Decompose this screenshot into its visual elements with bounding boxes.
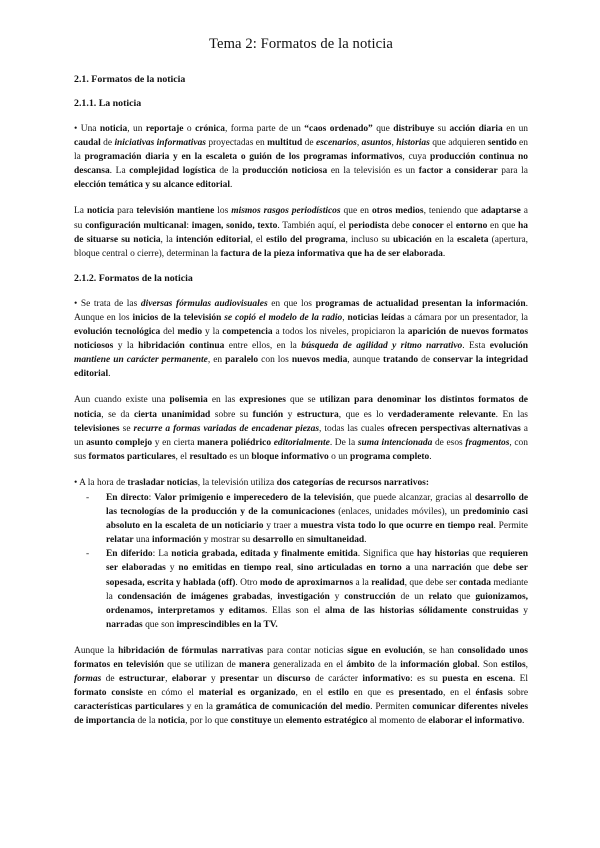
emphasis-text: narradas [106,619,143,630]
emphasis-text: guionizamos, ordenamos, interpretamos y editamos [106,591,529,616]
emphasis-text: consolidado unos formatos en televisión [74,645,528,670]
emphasis-text: ofrecen perspectivas alternativas [387,423,521,434]
emphasis-text: elaborar el informativo [428,716,523,727]
emphasis-text: aparición de nuevos formatos noticiosos [74,327,528,352]
emphasis-text: Valor primigenio e imperecedero de la televisión [154,492,352,503]
emphasis-text: escenarios [315,138,357,149]
emphasis-text: nuevos media [291,355,348,366]
emphasis-text: polisemia [169,395,208,406]
emphasis-text: comunicar diferentes niveles de importancia [74,702,528,727]
emphasis-text: noticia grabada, editada y finalmente emitida [171,549,358,560]
emphasis-text: programas de actualidad presentan la información [315,298,526,309]
emphasis-text: simultaneidad [307,535,365,546]
paragraph-television-news: La noticia para televisión mantiene los mismos rasgos periodísticos que en otros medios, teniendo que adaptarse a su configuración multicanal: imagen, sonido, texto. También aquí, el periodista debe conocer el entorno en que ha de situarse su noticia, la intención editorial, el estilo del programa, incluso su ubicación en la escaleta (apertura, bloque central o cierre), determinan la factura de la pieza informativa que ha de ser elaborada. [74,206,529,259]
emphasis-text: discurso [276,674,311,685]
emphasis-text: En diferido [106,549,153,560]
emphasis-text: factor a considerar [418,166,498,177]
emphasis-text: verdaderamente relevante [388,409,496,420]
emphasis-text: En directo [106,492,149,503]
paragraph-hybridization: Aunque la hibridación de fórmulas narrativas para contar noticias sigue en evolución, se han consolidado unos formatos en televisión que se utilizan de manera generalizada en el ámbito de la información global. Son estilos, formas de estructurar, elaborar y presentar un discurso de carácter informativo: es su puesta en escena. El formato consiste en cómo el material es organizado, en el estilo en que es presentado, en el énfasis sobre características particulares y en la gramática de comunicación del medio. Permiten comunicar diferentes niveles de importancia de la noticia, por lo que constituye un elemento estratégico al momento de elaborar el informativo. [74,645,529,727]
emphasis-text: conocer [412,220,444,231]
emphasis-text: recurre a formas variadas de encadenar piezas [133,423,319,434]
emphasis-text: diversas fórmulas audiovisuales [140,298,268,309]
emphasis-text: televisiones [74,423,120,434]
emphasis-text: construcción [344,591,396,602]
emphasis-text: configuración multicanal [85,220,187,231]
emphasis-text: búsqueda de agilidad y ritmo narrativo [301,341,463,352]
emphasis-text: cierta unanimidad [133,409,211,420]
paragraph-formats: • Se trata de las diversas fórmulas audiovisuales en que los programas de actualidad presentan la información. Aunque en los inicios de la televisión se copió el modelo de la radio, noticias leídas a cámara por un presentador, la evolución tecnológica del medio y la competencia a todos los niveles, propiciaron la aparición de nuevos formatos noticiosos y la hibridación continua entre ellos, en la búsqueda de agilidad y ritmo narrativo. Esta evolución mantiene un carácter permanente, en paralelo con los nuevos media, aunque tratando de conservar la integridad editorial. [74,298,528,380]
emphasis-text: acción diaria [449,124,503,134]
emphasis-text: ha de situarse su noticia [74,220,528,245]
emphasis-text: mismos rasgos periodísticos [231,206,341,217]
emphasis-text: caudal [74,138,101,149]
emphasis-text: énfasis [475,688,503,699]
emphasis-text: muestra vista todo lo que ocurre en tiempo real [300,521,494,532]
emphasis-text: alma de las historias sólidamente construidas [325,605,519,616]
emphasis-text: estilo [327,688,349,699]
emphasis-text: medio [177,327,203,338]
emphasis-text: adaptarse [480,206,521,217]
emphasis-text: elección temática y su alcance editorial [74,180,230,191]
emphasis-text: iniciativas informativas [114,138,206,149]
emphasis-text: es organizado [237,688,296,699]
emphasis-text: producción noticiosa [242,166,328,177]
emphasis-text: noticias leídas [347,312,405,323]
emphasis-text: sentido [487,138,517,149]
emphasis-text: estructurar [119,674,166,685]
emphasis-text: otros medios [372,206,424,217]
emphasis-text: programa completo [350,451,430,462]
emphasis-text: competencia [222,327,273,338]
narrative-resources-list [74,491,528,632]
emphasis-text: noticia [157,716,186,727]
emphasis-text: trasladar noticias [127,477,198,488]
emphasis-text: imagen, sonido, texto [191,220,278,231]
emphasis-text: características particulares [74,702,184,713]
emphasis-text: periodista [348,220,389,231]
paragraph-polysemy: Aun cuando existe una polisemia en las expresiones que se utilizan para denominar los distintos formatos de noticia, se da cierta unanimidad sobre su función y estructura, que es lo verdaderamente relevante. En las televisiones se recurre a formas variadas de encadenar piezas, todas las cuales ofrecen perspectivas alternativas a un asunto complejo y en cierta manera poliédrico editorialmente. De la suma intencionada de esos fragmentos, con sus formatos particulares, el resultado es un bloque informativo o un programa completo. [74,395,528,462]
emphasis-text: hibridación de fórmulas narrativas [118,645,264,656]
emphasis-text: relatar [106,535,134,546]
emphasis-text: ubicación [393,234,432,245]
emphasis-text: predominio casi absoluto en la escaleta de un noticiario [106,507,528,532]
emphasis-text: formas [74,674,102,685]
document-title: Tema 2: Formatos de la noticia [209,36,393,52]
emphasis-text: debe ser sopesada, escrita y hablada (off) [106,563,528,588]
emphasis-text: evolución tecnológica [74,327,161,338]
emphasis-text: “caos ordenado” [304,124,373,134]
emphasis-text: producción continua no descansa [74,152,528,177]
emphasis-text: constituye [230,716,272,727]
emphasis-text: sigue en evolución [347,645,423,656]
emphasis-text: dos categorías de recursos narrativos: [276,477,429,488]
emphasis-text: ámbito [346,660,375,670]
emphasis-text: noticia [86,206,115,217]
emphasis-text: manera poliédrico [197,437,272,448]
emphasis-text: imprescindibles en la TV. [176,619,278,630]
emphasis-text: programación diaria y en la escaleta o guión de los programas informativos [84,152,403,163]
paragraph-narrative-resources: • A la hora de trasladar noticias, la televisión utiliza dos categorías de recursos narrativos: [74,477,429,488]
emphasis-text: fragmentos [465,437,510,448]
emphasis-text: información global [400,660,478,670]
emphasis-text: se copió el modelo de la radio [224,312,343,323]
emphasis-text: requieren ser elaboradas [106,549,528,574]
emphasis-text: inicios de la televisión [132,312,222,323]
emphasis-text: contada [459,577,492,588]
emphasis-text: entorno [455,220,488,231]
emphasis-text: no emitidas en tiempo real [178,563,291,574]
emphasis-text: escaleta [457,234,489,245]
emphasis-text: formato [74,688,107,699]
emphasis-text: reportaje [145,124,184,134]
emphasis-text: expresiones [239,395,286,406]
emphasis-text: puesta en escena [442,674,513,685]
emphasis-text: crónica [195,124,225,134]
emphasis-text: historias [396,138,430,149]
emphasis-text: desarrollo [252,535,294,546]
emphasis-text: asuntos [361,138,392,149]
emphasis-text: mantiene un carácter permanente [74,355,208,366]
emphasis-text: sino articuladas en torno a [297,563,411,574]
emphasis-text: intención editorial [176,234,251,245]
emphasis-text: complejidad logística [129,166,216,177]
emphasis-text: presentar [220,674,259,685]
emphasis-text: asunto complejo [86,437,153,448]
list-item-en-diferido: - En diferido: La noticia grabada, editada y finalmente emitida. Significa que hay historias que requieren ser elaboradas y no emitidas en tiempo real, sino articuladas en torno a una narración que debe ser sopesada, escrita y hablada (off). Otro modo de aproximarnos a la realidad, que debe ser contada mediante la condensación de imágenes grabadas, investigación y construcción de un relato que guionizamos, ordenamos, interpretamos y editamos. Ellas son el alma de las historias sólidamente construidas y narradas que son imprescindibles en la TV. [106,547,528,632]
emphasis-text: resultado [189,451,228,462]
emphasis-text: multitud [267,138,303,149]
emphasis-text: factura de la pieza informativa que ha de ser elaborada [220,248,443,259]
emphasis-text: manera [238,660,270,670]
paragraph-intro: • Una noticia, un reportaje o crónica, forma parte de un “caos ordenado” que distribuye su acción diaria en un caudal de iniciativas informativas proyectadas en multitud de escenarios, asuntos, historias que adquieren sentido en la programación diaria y en la escaleta o guión de los programas informativos, cuya producción continua no descansa. La complejidad logística de la producción noticiosa en la televisión es un factor a considerar para la elección temática y su alcance editorial. [74,124,529,191]
emphasis-text: consiste [111,688,143,699]
emphasis-text: evolución [489,341,528,352]
emphasis-text: relato [428,591,452,602]
emphasis-text: distribuye [393,124,435,134]
emphasis-text: hay historias [416,549,470,560]
emphasis-text: desarrollo de las tecnologías de la producción y de la comunicaciones [106,492,529,518]
emphasis-text: estilos [501,660,526,670]
subsection-heading-formatos: 2.1.2. Formatos de la noticia [74,272,193,284]
emphasis-text: editorialmente [273,437,330,448]
emphasis-text: modo de aproximarnos [259,577,354,588]
emphasis-text: investigación [277,591,330,602]
emphasis-text: suma intencionada [357,437,433,448]
emphasis-text: informativo [362,674,411,685]
emphasis-text: elaborar [171,674,207,685]
emphasis-text: noticia [99,124,128,134]
emphasis-text: condensación de imágenes grabadas [117,591,271,602]
emphasis-text: utilizan para denominar los distintos formatos de noticia [74,395,528,420]
section-heading: 2.1. Formatos de la noticia [74,74,186,85]
emphasis-text: hibridación continua [138,341,225,352]
emphasis-text: televisión mantiene [136,206,215,217]
emphasis-text: estructura [296,409,339,420]
emphasis-text: gramática de comunicación del medio [215,702,371,713]
emphasis-text: elemento estratégico [285,716,368,727]
emphasis-text: realidad [371,577,405,588]
emphasis-text: formatos particulares [88,451,176,462]
emphasis-text: estilo del programa [265,234,346,245]
emphasis-text: narración [431,563,472,574]
emphasis-text: tratando [382,355,419,366]
emphasis-text: información [151,535,202,546]
emphasis-text: paralelo [225,355,259,366]
emphasis-text: presentado [398,688,443,699]
subsection-heading-la-noticia: 2.1.1. La noticia [74,98,142,109]
list-item-en-directo: - En directo: Valor primigenio e imperecedero de la televisión, que puede alcanzar, gracias al desarrollo de las tecnologías de la producción y de la comunicaciones (enlaces, unidades móviles), un predominio casi absoluto en la escaleta de un noticiario y traer a muestra vista todo lo que ocurre en tiempo real. Permite relatar una información y mostrar su desarrollo en simultaneidad. [106,491,528,547]
emphasis-text: función [252,409,284,420]
emphasis-text: material [198,688,233,699]
emphasis-text: conservar la integridad editorial [74,355,528,380]
emphasis-text: bloque informativo [251,451,329,462]
